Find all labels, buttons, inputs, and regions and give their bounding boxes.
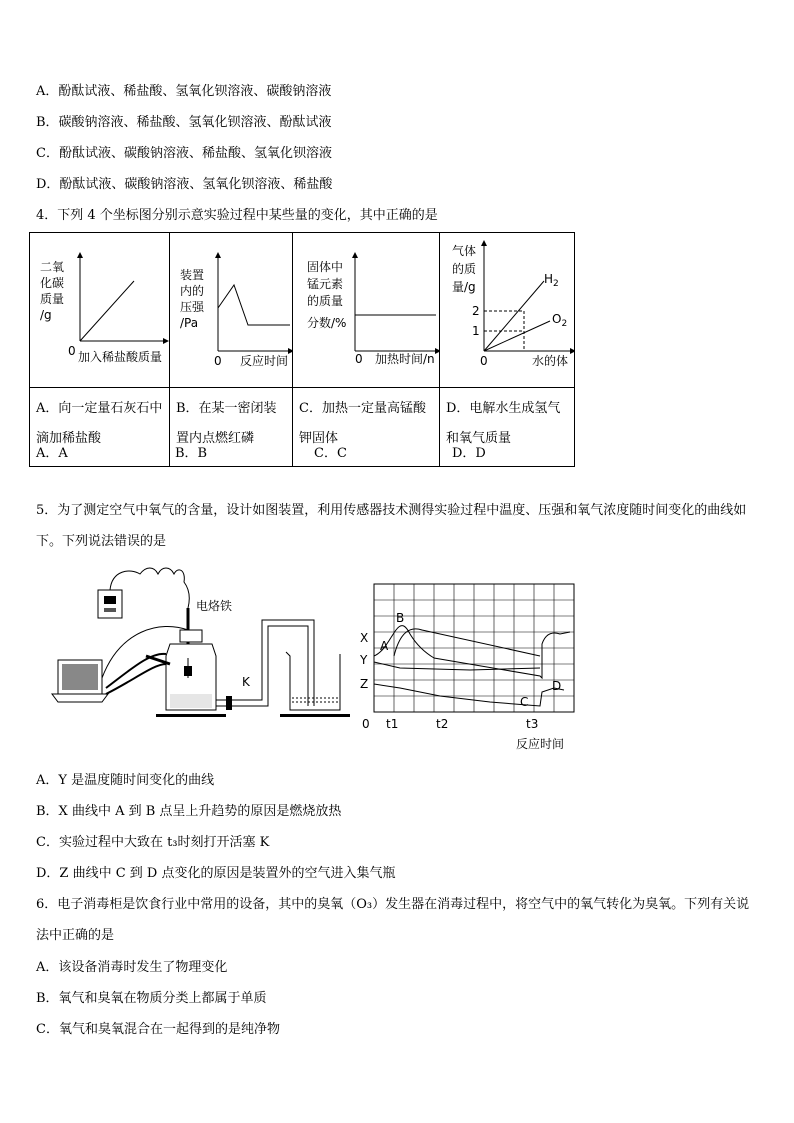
q6-option-a: A．该设备消毒时发生了物理变化	[36, 960, 228, 975]
q4-choice-d: D．D	[452, 446, 486, 461]
soldering-iron-label: 电烙铁	[196, 599, 233, 613]
q4-desc-d: D．电解水生成氢气和氧气质量	[440, 388, 575, 467]
q4-choice-c: C．C	[314, 446, 347, 461]
q4-graph-c	[293, 233, 440, 388]
q4c-ylabel-3: 的质量	[307, 294, 344, 308]
power-socket-icon	[98, 590, 122, 618]
q4a-ylabel-1: 二氧	[40, 260, 65, 274]
q4-desc-a: A．向一定量石灰石中滴加稀盐酸	[30, 388, 170, 467]
q3-option-d: D．酚酞试液、碳酸钠溶液、氢氧化钡溶液、稀盐酸	[36, 177, 333, 192]
q4a-ylabel-4: /g	[40, 308, 52, 322]
q4-graph-b	[170, 233, 293, 388]
q4d-ylabel-1: 气体	[452, 244, 477, 258]
q4d-xlabel: 水的体	[532, 354, 569, 368]
q4-stem: 4．下列 4 个坐标图分别示意实验过程中某些量的变化，其中正确的是	[36, 208, 438, 223]
point-a-label: A	[380, 639, 389, 653]
q4a-ylabel-3: 质量	[40, 292, 65, 306]
point-c-label: C	[520, 695, 529, 709]
q4b-ylabel-1: 装置	[180, 268, 205, 282]
q4d-tick-2: 2	[472, 304, 480, 318]
q4-desc-b: B．在某一密闭装置内点燃红磷	[170, 388, 293, 467]
q4-graph-a	[30, 233, 170, 388]
t1-label: t1	[386, 717, 399, 731]
curve-x-label: X	[360, 631, 369, 645]
q4d-h2-label: $H_2$	[544, 272, 559, 289]
q6-stem: 6．电子消毒柜是饮食行业中常用的设备，其中的臭氧（O₃）发生器在消毒过程中，将空气中的氧气转化为臭氧。下列有关说法中正确的是	[36, 897, 750, 943]
q4a-ylabel-2: 化碳	[40, 276, 65, 290]
laptop-icon	[52, 660, 108, 702]
q4c-origin: 0	[355, 352, 363, 366]
q5-option-a: A．Y 是温度随时间变化的曲线	[36, 773, 215, 788]
q3-option-a: A．酚酞试液、稀盐酸、氢氧化钡溶液、碳酸钠溶液	[36, 84, 332, 99]
q4d-ylabel-2: 的质	[452, 262, 477, 276]
q3-option-c: C．酚酞试液、碳酸钠溶液、稀盐酸、氢氧化钡溶液	[36, 146, 332, 161]
t2-label: t2	[436, 717, 449, 731]
beaker	[280, 652, 350, 717]
q4c-ylabel-1: 固体中	[307, 260, 344, 274]
q4d-tick-1: 1	[472, 324, 480, 338]
curve-y-label: Y	[360, 653, 368, 667]
graph-x-axis-label: 反应时间	[516, 737, 565, 751]
q4a-xlabel: 加入稀盐酸质量	[78, 350, 163, 364]
q4b-ylabel-3: 压强	[180, 300, 205, 314]
q4d-ylabel-3: 量/g	[452, 280, 476, 294]
point-b-label: B	[396, 611, 405, 625]
gas-bottle	[146, 630, 226, 717]
q5-option-d: D．Z 曲线中 C 到 D 点变化的原因是装置外的空气进入集气瓶	[36, 866, 396, 881]
q4c-ylabel-2: 锰元素	[307, 277, 344, 291]
q4-desc-c: C．加热一定量高锰酸钾固体	[293, 388, 440, 467]
q4-graph-d	[440, 233, 575, 388]
q4c-xlabel: 加热时间/n	[375, 352, 435, 366]
q4c-ylabel-4: 分数/%	[307, 316, 347, 330]
point-d-label: D	[552, 679, 562, 693]
q5-option-b: B．X 曲线中 A 到 B 点呈上升趋势的原因是燃烧放热	[36, 804, 342, 819]
q4-graph-table	[29, 232, 575, 467]
q5-option-c: C．实验过程中大致在 t₃时刻打开活塞 K	[36, 835, 270, 850]
q5-figure	[50, 560, 580, 760]
q4b-ylabel-2: 内的	[180, 284, 205, 298]
curve-z-label: Z	[360, 677, 369, 691]
q4b-xlabel: 反应时间	[240, 354, 289, 368]
q6-option-b: B．氧气和臭氧在物质分类上都属于单质	[36, 991, 267, 1006]
valve-k-label: K	[242, 675, 250, 689]
q3-option-b: B．碳酸钠溶液、稀盐酸、氢氧化钡溶液、酚酞试液	[36, 115, 332, 130]
sensor-curve-graph	[359, 584, 574, 751]
q6-option-c: C．氧气和臭氧混合在一起得到的是纯净物	[36, 1022, 280, 1037]
q4-choice-a: A．A	[36, 446, 68, 461]
q4-choice-b: B．B	[175, 446, 208, 461]
q4d-origin: 0	[480, 354, 488, 368]
graph-origin: 0	[362, 717, 370, 731]
q4a-origin: 0	[68, 344, 76, 358]
q5-stem: 5．为了测定空气中氧气的含量，设计如图装置，利用传感器技术测得实验过程中温度、压强和氧气浓度随时间变化的曲线如下。下列说法错误的是	[36, 503, 747, 549]
q4d-o2-label: $O_2$	[552, 312, 568, 329]
t3-label: t3	[526, 717, 539, 731]
q4b-ylabel-4: /Pa	[180, 316, 199, 330]
q4b-origin: 0	[214, 354, 222, 368]
